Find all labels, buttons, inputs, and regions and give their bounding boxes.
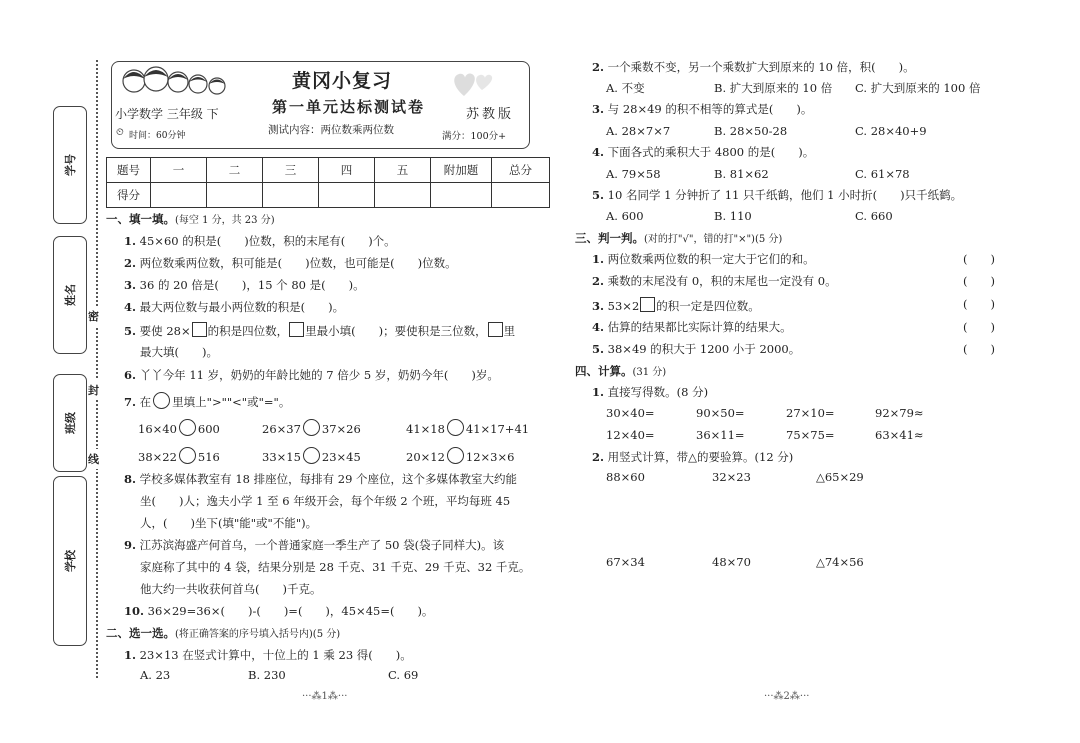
score-cell[interactable]	[431, 183, 492, 208]
question-text: 45×60 的积是( )位数，积的末尾有( )个。	[139, 234, 396, 248]
student-number-label: 学号	[64, 154, 77, 176]
question-text: 36 的 20 倍是( )，15 个 80 是( )。	[139, 278, 365, 292]
oral-calc-item: 27×10=	[786, 406, 835, 420]
score-table-header: 四	[319, 158, 375, 183]
judge-answer-paren[interactable]: ( )	[963, 320, 995, 334]
section-3-note: (对的打"√"，错的打"×")(5 分)	[644, 234, 783, 245]
score-cell[interactable]	[319, 183, 375, 208]
judge-question-4	[592, 320, 792, 334]
score-cell[interactable]	[492, 183, 550, 208]
judge-question-5	[592, 342, 800, 356]
answer-square[interactable]	[488, 322, 503, 337]
question-number: 3.	[124, 278, 137, 292]
fill-question-10	[124, 604, 433, 618]
judge-question-2	[592, 274, 837, 288]
fill-question-7	[124, 392, 290, 409]
score-cell[interactable]	[263, 183, 319, 208]
score-table-header: 一	[151, 158, 207, 183]
section-1-heading	[106, 212, 275, 228]
class-label: 班级	[64, 412, 77, 434]
test-content: 测试内容：两位数乘两位数	[268, 124, 394, 136]
clock-icon: ⏲	[116, 127, 124, 138]
question-text: 学校多媒体教室有 18 排座位，每排有 29 个座位，这个多媒体教室大约能	[139, 472, 518, 486]
score-cell[interactable]	[207, 183, 263, 208]
compare-circle[interactable]	[447, 419, 464, 436]
children-cartoon-icon	[116, 65, 236, 101]
choice-option[interactable]: A. 600	[606, 209, 644, 223]
score-table-score-row	[107, 183, 550, 208]
vertical-calc-item: 88×60	[606, 470, 645, 484]
choice-option[interactable]: C. 61×78	[855, 167, 910, 181]
question-text: 江苏滨海盛产何首乌，一个普通家庭一季生产了 50 袋(袋子同样大)。该	[139, 538, 505, 552]
section-2-note: (将正确答案的序号填入括号内)(5 分)	[175, 629, 341, 640]
edition-label: 苏教版	[466, 107, 515, 122]
compare-item	[406, 419, 529, 436]
oral-calc-item: 92×79≈	[875, 406, 924, 420]
compare-circle[interactable]	[303, 447, 320, 464]
seal-dotted-line	[96, 60, 98, 678]
fill-question-5	[124, 322, 515, 338]
question-text: 最大两位数与最小两位数的积是( )。	[139, 300, 345, 314]
seal-char-feng: 封	[88, 380, 99, 400]
compare-left: 33×15	[262, 450, 301, 464]
answer-square[interactable]	[640, 297, 655, 312]
score-table-header: 总分	[492, 158, 550, 183]
compare-right: 12×3×6	[465, 450, 515, 464]
compare-right: 23×45	[321, 450, 361, 464]
compare-circle[interactable]	[179, 447, 196, 464]
question-number: 4.	[124, 300, 137, 314]
compare-item	[262, 419, 361, 436]
question-number: 9.	[124, 538, 137, 552]
question-number: 10.	[124, 604, 145, 618]
vertical-calc-item: △65×29	[816, 470, 864, 484]
choice-question-3	[592, 102, 812, 116]
fill-question-8-line2: 坐( )人；逸夫小学 1 至 6 年级开会，每个年级 2 个班，平均每班 45	[140, 494, 511, 508]
oral-calc-item: 36×11=	[696, 428, 745, 442]
question-number: 1.	[592, 252, 605, 266]
choice-question-2	[592, 60, 915, 74]
compare-left: 26×37	[262, 422, 301, 436]
vertical-calc-item: 67×34	[606, 555, 645, 569]
compare-right: 600	[197, 422, 220, 436]
page-number-text: 2	[783, 691, 790, 702]
question-number: 1.	[124, 648, 137, 662]
question-number: 2.	[592, 274, 605, 288]
compare-left: 38×22	[138, 450, 177, 464]
question-number: 4.	[592, 320, 605, 334]
seal-char-xian: 线	[88, 449, 99, 469]
score-cell[interactable]	[375, 183, 431, 208]
compare-right: 37×26	[321, 422, 361, 436]
student-number-box	[53, 106, 87, 224]
choice-option[interactable]: C. 扩大到原来的 100 倍	[855, 81, 981, 95]
time-limit: 时间：60分钟	[129, 131, 186, 141]
question-text: 一个乘数不变，另一个乘数扩大到原来的 10 倍，积( )。	[607, 60, 915, 74]
class-box	[53, 374, 87, 472]
oral-calc-item: 63×41≈	[875, 428, 924, 442]
section-1-note: (每空 1 分，共 23 分)	[175, 215, 275, 226]
judge-answer-paren[interactable]: ( )	[963, 342, 995, 356]
choice-option[interactable]: C. 28×40+9	[855, 124, 927, 138]
section-2-heading	[106, 626, 340, 642]
hearts-decoration-icon	[450, 68, 502, 100]
choice-option[interactable]: A. 28×7×7	[606, 124, 671, 138]
choice-option[interactable]: B. 110	[714, 209, 752, 223]
compare-circle[interactable]	[179, 419, 196, 436]
question-number: 5.	[124, 324, 137, 338]
exam-title: 第一单元达标测试卷	[272, 98, 426, 116]
brand-logo-text: 黄冈小复习	[292, 70, 393, 92]
compare-circle[interactable]	[447, 447, 464, 464]
question-number: 3.	[592, 102, 605, 116]
compare-left: 41×18	[406, 422, 445, 436]
fill-question-5-cont: 最大填( )。	[140, 345, 218, 359]
oral-calc-item: 75×75=	[786, 428, 835, 442]
oral-calc-item: 12×40=	[606, 428, 655, 442]
question-text: 23×13 在竖式计算中，十位上的 1 乘 23 得( )。	[139, 648, 412, 662]
question-text: 与 28×49 的积不相等的算式是( )。	[607, 102, 813, 116]
fill-question-4	[124, 300, 344, 314]
section-4-title: 四、计算。	[575, 364, 633, 378]
name-box	[53, 236, 87, 354]
question-text: 丫丫今年 11 岁，奶奶的年龄比她的 7 倍少 5 岁，奶奶今年( )岁。	[139, 368, 499, 382]
compare-item	[138, 447, 220, 464]
compare-left: 20×12	[406, 450, 445, 464]
exam-header	[111, 61, 530, 149]
compare-circle[interactable]	[303, 419, 320, 436]
choice-option[interactable]: C. 660	[855, 209, 893, 223]
judge-answer-paren[interactable]: ( )	[963, 252, 995, 266]
fill-question-2	[124, 256, 457, 270]
judge-answer-paren[interactable]: ( )	[963, 274, 995, 288]
oral-calc-item: 30×40=	[606, 406, 655, 420]
question-text: 的积是四位数，	[207, 324, 289, 338]
page-number-2: ···⁂2⁂···	[764, 691, 810, 702]
question-text: 两位数乘两位数的积一定大于它们的和。	[607, 252, 815, 266]
question-text: 的积一定是四位数。	[656, 299, 760, 313]
question-number: 8.	[124, 472, 137, 486]
vertical-calc-item: △74×56	[816, 555, 864, 569]
fill-question-1	[124, 234, 396, 248]
fill-question-6	[124, 368, 499, 382]
fill-question-8	[124, 472, 517, 486]
full-score: 满分：100分+	[442, 131, 507, 142]
fill-question-8-line3: 人，( )坐下(填"能"或"不能")。	[140, 516, 318, 530]
score-table-header: 附加题	[431, 158, 492, 183]
compare-item	[262, 447, 361, 464]
school-box	[53, 476, 87, 646]
vertical-calc-item: 32×23	[712, 470, 751, 484]
choice-option[interactable]: B. 28×50-28	[714, 124, 788, 138]
page-number-1: ···⁂1⁂···	[302, 691, 348, 702]
judge-answer-paren[interactable]: ( )	[963, 297, 995, 311]
score-cell[interactable]	[151, 183, 207, 208]
question-number: 4.	[592, 145, 605, 159]
section-2-title: 二、选一选。	[106, 626, 175, 640]
question-text: 两位数乘两位数，积可能是( )位数，也可能是( )位数。	[139, 256, 457, 270]
question-text: 36×29=36×( )-( )=( )，45×45=( )。	[147, 604, 434, 618]
oral-calc-item: 90×50=	[696, 406, 745, 420]
name-label: 姓名	[64, 284, 77, 306]
choice-option[interactable]: A. 79×58	[606, 167, 661, 181]
compare-left: 16×40	[138, 422, 177, 436]
section-4-note: (31 分)	[632, 367, 667, 378]
calc-question-1	[592, 385, 708, 399]
question-text: 下面各式的乘积大于 4800 的是( )。	[607, 145, 815, 159]
choice-option[interactable]: A. 不变	[606, 81, 645, 95]
question-number: 7.	[124, 395, 137, 409]
question-text: 乘数的末尾没有 0，积的末尾也一定没有 0。	[607, 274, 837, 288]
subject-grade: 小学数学 三年级 下	[115, 107, 219, 121]
fill-question-9	[124, 538, 504, 552]
question-number: 2.	[592, 450, 605, 464]
judge-question-1	[592, 252, 815, 266]
question-number: 1.	[592, 385, 605, 399]
choice-option[interactable]: C. 69	[388, 668, 419, 682]
choice-question-4	[592, 145, 814, 159]
answer-square[interactable]	[289, 322, 304, 337]
choice-option[interactable]: B. 81×62	[714, 167, 769, 181]
judge-question-3	[592, 297, 760, 313]
choice-option[interactable]: B. 230	[248, 668, 286, 682]
section-3-title: 三、判一判。	[575, 231, 644, 245]
question-number: 5.	[592, 188, 605, 202]
score-table-header-row	[107, 158, 550, 183]
score-table-header: 五	[375, 158, 431, 183]
question-number: 6.	[124, 368, 137, 382]
section-4-heading	[575, 364, 666, 380]
vertical-calc-item: 48×70	[712, 555, 751, 569]
question-number: 3.	[592, 299, 605, 313]
question-number: 1.	[124, 234, 137, 248]
compare-item	[406, 447, 514, 464]
seal-char-mi: 密	[88, 306, 99, 326]
compare-item	[138, 419, 220, 436]
question-text: 在	[139, 395, 152, 409]
choice-question-5	[592, 188, 962, 202]
choice-option[interactable]: B. 扩大到原来的 10 倍	[714, 81, 833, 95]
score-table	[106, 157, 550, 208]
fill-question-9-line2: 家庭称了其中的 4 袋，结果分别是 28 千克、31 千克、29 千克、32 千克。	[140, 560, 531, 574]
fill-question-9-line3: 他大约一共收获何首乌( )千克。	[140, 582, 322, 596]
compare-right: 516	[197, 450, 220, 464]
question-text: 38×49 的积大于 1200 小于 2000。	[607, 342, 801, 356]
score-table-header: 题号	[107, 158, 151, 183]
question-text: 10 名同学 1 分钟折了 11 只千纸鹤，他们 1 小时折( )只千纸鹤。	[607, 188, 963, 202]
section-3-heading	[575, 231, 782, 247]
question-text: 里最小填( )；要使积是三位数，	[305, 324, 487, 338]
question-text: 53×2	[607, 299, 640, 313]
compare-right: 41×17+41	[465, 422, 530, 436]
section-1-title: 一、填一填。	[106, 212, 175, 226]
question-number: 2.	[124, 256, 137, 270]
page-number-text: 1	[321, 691, 328, 702]
choice-question-1	[124, 648, 412, 662]
question-number: 5.	[592, 342, 605, 356]
score-table-header: 二	[207, 158, 263, 183]
compare-circle	[153, 392, 170, 409]
question-text: 直接写得数。(8 分)	[607, 385, 709, 399]
choice-option[interactable]: A. 23	[140, 668, 171, 682]
school-label: 学校	[64, 550, 77, 572]
question-text: 要使 28×	[139, 324, 191, 338]
question-text: 估算的结果都比实际计算的结果大。	[607, 320, 792, 334]
question-text: 里	[503, 324, 516, 338]
score-table-header: 三	[263, 158, 319, 183]
calc-question-2	[592, 450, 793, 464]
score-row-label: 得分	[107, 183, 151, 208]
question-text: 里填上">""<"或"="。	[172, 395, 291, 409]
question-text: 用竖式计算，带△的要验算。(12 分)	[607, 450, 794, 464]
answer-square[interactable]	[192, 322, 207, 337]
fill-question-3	[124, 278, 365, 292]
question-number: 2.	[592, 60, 605, 74]
